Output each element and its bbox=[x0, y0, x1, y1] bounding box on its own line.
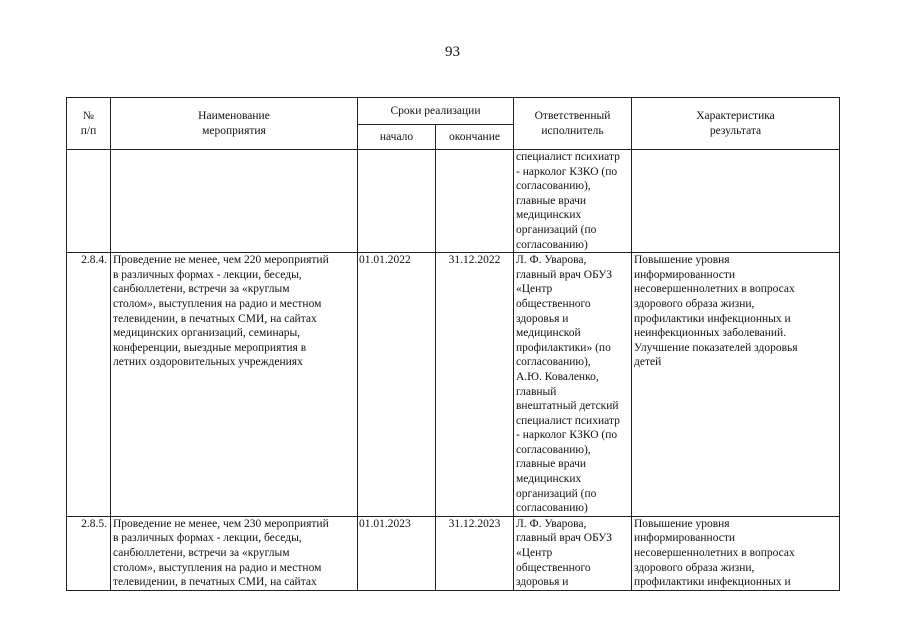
header-name: Наименование мероприятия bbox=[111, 98, 358, 150]
table-row bbox=[67, 253, 840, 517]
header-start: начало bbox=[358, 125, 436, 150]
row-responsible: специалист психиатр - нарколог КЗКО (по согласованию), главные врачи медицинских организаций (по согласованию) bbox=[514, 150, 632, 253]
row-end: 31.12.2023 bbox=[436, 516, 514, 590]
header-num: № п/п bbox=[67, 98, 111, 150]
row-start: 01.01.2023 bbox=[358, 516, 436, 590]
row-responsible: Л. Ф. Уварова, главный врач ОБУЗ «Центр общественного здоровья и bbox=[514, 516, 632, 590]
header-end: окончание bbox=[436, 125, 514, 150]
row-result: Повышение уровня информированности несовершеннолетних в вопросах здорового образа жизни, профилактики инфекционных и неинфекционных заболеваний. Улучшение показателей здоровья детей bbox=[632, 253, 840, 517]
row-num: 2.8.5. bbox=[67, 516, 111, 590]
row-name bbox=[111, 150, 358, 253]
activities-table bbox=[66, 97, 840, 591]
header-responsible: Ответственный исполнитель bbox=[514, 98, 632, 150]
row-start bbox=[358, 150, 436, 253]
page-number: 93 bbox=[445, 44, 460, 60]
header-result: Характеристика результата bbox=[632, 98, 840, 150]
table-row bbox=[67, 150, 840, 253]
row-name: Проведение не менее, чем 220 мероприятий в различных формах - лекции, беседы, санбюллетени, встречи за «круглым столом», выступления на радио и местном телевидении, в печатных СМИ, на сайтах медицинских организаций, семинары, конференции, выездные мероприятия в летних оздоровительных учреждениях bbox=[111, 253, 358, 517]
row-end: 31.12.2022 bbox=[436, 253, 514, 517]
row-num: 2.8.4. bbox=[67, 253, 111, 517]
row-num bbox=[67, 150, 111, 253]
row-result bbox=[632, 150, 840, 253]
header-period: Сроки реализации bbox=[358, 98, 514, 125]
row-end bbox=[436, 150, 514, 253]
row-result: Повышение уровня информированности несовершеннолетних в вопросах здорового образа жизни, профилактики инфекционных и bbox=[632, 516, 840, 590]
row-responsible: Л. Ф. Уварова, главный врач ОБУЗ «Центр общественного здоровья и медицинской профилактики» (по согласованию), А.Ю. Коваленко, главный внештатный детский специалист психиатр - нарколог КЗКО (по согласованию), главные врачи медицинских организаций (по согласованию) bbox=[514, 253, 632, 517]
row-name: Проведение не менее, чем 230 мероприятий в различных формах - лекции, беседы, санбюллетени, встречи за «круглым столом», выступления на радио и местном телевидении, в печатных СМИ, на сайтах bbox=[111, 516, 358, 590]
table-row bbox=[67, 516, 840, 590]
row-start: 01.01.2022 bbox=[358, 253, 436, 517]
